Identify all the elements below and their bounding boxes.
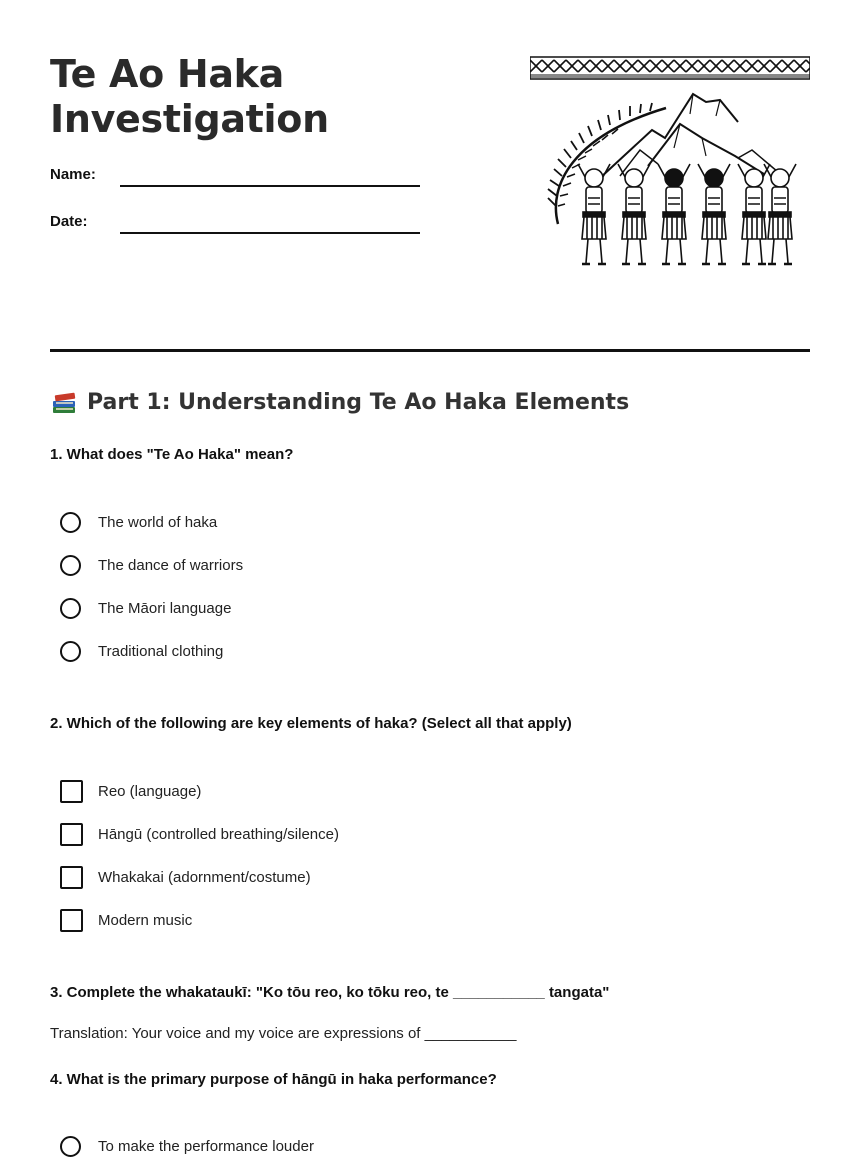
question-2: 2. Which of the following are key elements of haka? (Select all that apply): [50, 715, 572, 732]
radio-button[interactable]: [60, 1136, 81, 1157]
checkbox[interactable]: [60, 866, 83, 889]
question-4: 4. What is the primary purpose of hāngū in haka performance?: [50, 1071, 497, 1088]
checkbox[interactable]: [60, 780, 83, 803]
name-field-row: [50, 166, 420, 196]
radio-button[interactable]: [60, 512, 81, 533]
fern-frond: [548, 103, 666, 224]
name-input-line[interactable]: [120, 185, 420, 187]
option-label: Reo (language): [98, 782, 202, 800]
option-label: Hāngū (controlled breathing/silence): [98, 825, 339, 843]
question-3: 3. Complete the whakataukī: "Ko tōu reo, ko tōku reo, te ___________ tangata": [50, 984, 610, 1001]
books-icon: [50, 388, 78, 416]
q1-option-1[interactable]: [60, 509, 217, 535]
section-1-title: [50, 388, 629, 416]
date-input-line[interactable]: [120, 232, 420, 234]
q1-option-4[interactable]: [60, 638, 223, 664]
haka-performers: [578, 164, 796, 264]
q1-option-2[interactable]: [60, 552, 243, 578]
date-label: Date:: [50, 213, 88, 230]
option-label: The dance of warriors: [98, 556, 244, 574]
q2-option-3[interactable]: [60, 864, 311, 890]
checkbox[interactable]: [60, 823, 83, 846]
option-label: The Māori language: [98, 599, 232, 617]
radio-button[interactable]: [60, 598, 81, 619]
question-1: 1. What does "Te Ao Haka" mean?: [50, 446, 294, 463]
header-divider: [50, 349, 810, 352]
q1-option-3[interactable]: [60, 595, 231, 621]
haka-performers-illustration: [530, 56, 810, 272]
option-label: Whakakai (adornment/costume): [98, 868, 311, 886]
q2-option-1[interactable]: [60, 778, 201, 804]
option-label: The world of haka: [98, 513, 218, 531]
section-1-title-text: Part 1: Understanding Te Ao Haka Elements: [87, 389, 630, 415]
option-label: Traditional clothing: [98, 642, 224, 660]
title-line-1: Te Ao Haka: [50, 52, 284, 96]
radio-button[interactable]: [60, 555, 81, 576]
q4-option-1[interactable]: [60, 1133, 314, 1159]
q2-option-4[interactable]: [60, 907, 192, 933]
q2-option-2[interactable]: [60, 821, 339, 847]
option-label: Modern music: [98, 911, 193, 929]
checkbox[interactable]: [60, 909, 83, 932]
radio-button[interactable]: [60, 641, 81, 662]
name-label: Name:: [50, 166, 96, 183]
page-title: [50, 52, 329, 142]
title-line-2: Investigation: [50, 97, 329, 141]
q3-translation: Translation: Your voice and my voice are expressions of ___________: [50, 1025, 517, 1042]
tukutuku-border: [530, 57, 810, 79]
option-label: To make the performance louder: [98, 1137, 314, 1155]
date-field-row: [50, 213, 420, 243]
worksheet-page: [50, 0, 810, 1161]
